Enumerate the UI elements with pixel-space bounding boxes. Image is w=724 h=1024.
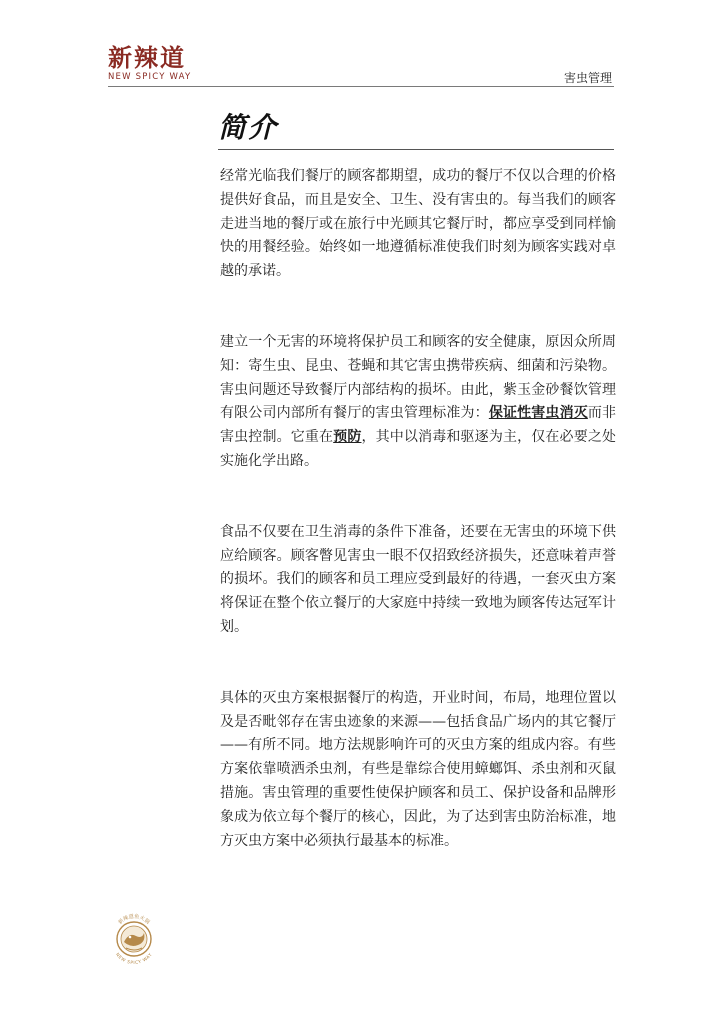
header-divider — [108, 86, 614, 87]
paragraph-1: 经常光临我们餐厅的顾客都期望，成功的餐厅不仅以合理的价格提供好食品，而且是安全、卫生、没有害虫的。每当我们的顾客走进当地的餐厅或在旅行中光顾其它餐厅时，都应享受到同样愉快的用餐经验。始终如一地遵循标准使我们时刻为顾客实践对卓越的承诺。 — [220, 168, 616, 280]
paragraph-3: 食品不仅要在卫生消毒的条件下准备，还要在无害虫的环境下供应给顾客。顾客瞥见害虫一眼不仅招致经济损失，还意味着声誉的损坏。我们的顾客和员工理应受到最好的待遇，一套灭虫方案将保证在整个依立餐厅的大家庭中持续一致地为顾客传达冠军计划。 — [220, 523, 616, 635]
body-text — [220, 165, 616, 900]
paragraph-2-part-1: 建立一个无害的环境将保护员工和顾客的安全健康，原因众所周知：寄生虫、昆虫、苍蝇和其它害虫携带疾病、细菌和污染物。害虫问题还导致餐厅内部结构的损坏。由此，紫玉金砂餐饮管理有限公司内部所有餐厅的害虫管理标准为： — [220, 333, 616, 422]
emphasis-guaranteed-elimination: 保证性害虫消灭 — [488, 405, 588, 422]
emphasis-prevention: 预防 — [333, 429, 362, 446]
paragraph-4: 具体的灭虫方案根据餐厅的构造，开业时间，布局，地理位置以及是否毗邻存在害虫迹象的来源——包括食品广场内的其它餐厅——有所不同。地方法规影响许可的灭虫方案的组成内容。有些方案依靠喷洒杀虫剂，有些是靠综合使用蟑螂饵、杀虫剂和灭鼠措施。害虫管理的重要性使保护顾客和员工、保护设备和品牌形象成为依立每个餐厅的核心，因此，为了达到害虫防治标准，地方灭虫方案中必须执行最基本的标准。 — [220, 689, 616, 849]
page-title: 简介 — [218, 111, 279, 144]
brand-logo — [108, 46, 218, 82]
seal-icon — [106, 906, 162, 976]
paragraph-2 — [220, 331, 616, 474]
seal-top-text: 新辣道鱼火锅 — [117, 913, 151, 926]
logo-english-name: NEW SPICY WAY — [108, 72, 192, 82]
paragraph-2-part-3: ，其中以消毒和驱逐为主，仅在必要之处实施化学出路。 — [220, 429, 617, 469]
seal-bottom-text: NEW SPICY WAY — [114, 952, 154, 967]
paragraph-2-part-2: 而非害虫控制。它重在 — [220, 405, 617, 446]
section-title: 害虫管理 — [563, 71, 612, 85]
title-divider — [218, 149, 614, 150]
brand-seal-logo — [106, 906, 162, 976]
logo-chinese-name: 新辣道 — [108, 44, 186, 72]
